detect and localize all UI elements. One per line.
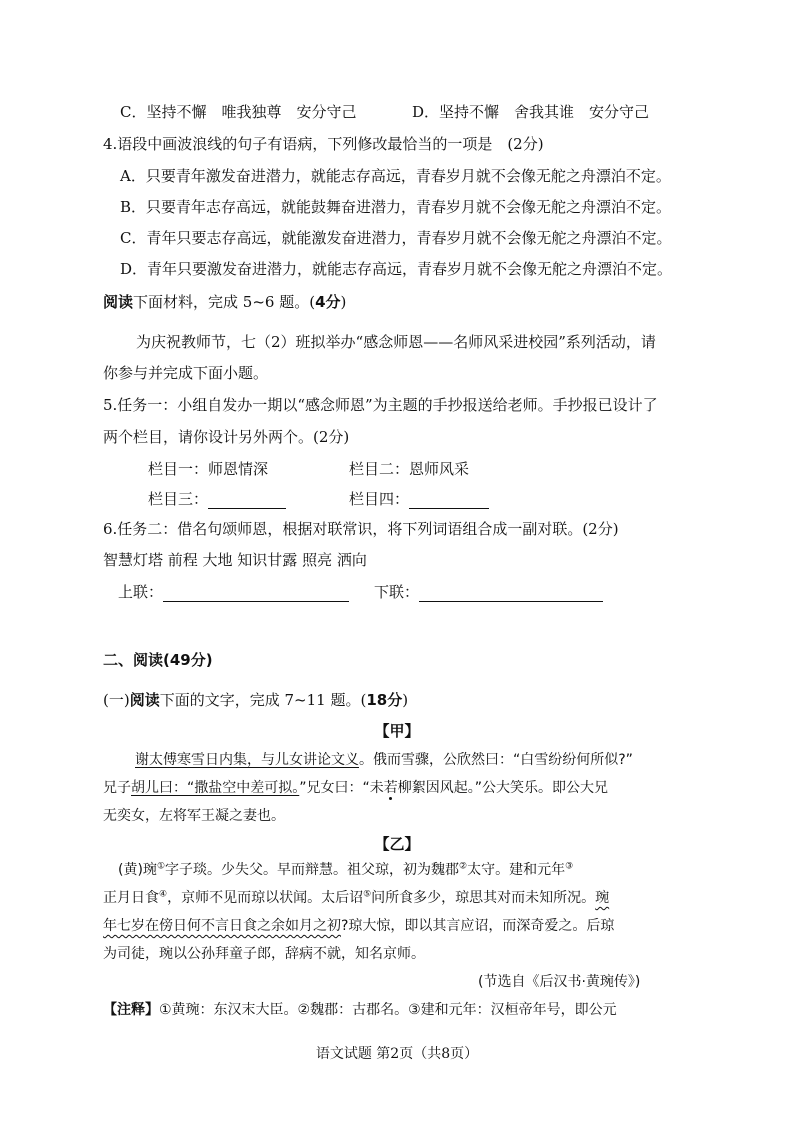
yi-line-2-b: ，京师不见而琼以状闻。太后诏 bbox=[167, 890, 364, 906]
yi-line-2-a: 正月日食 bbox=[103, 890, 159, 906]
part-one-open: (一) bbox=[103, 691, 130, 709]
notes-text: ①黄琬：东汉末大臣。②魏郡：古郡名。③建和元年：汉桓帝年号，即公元 bbox=[159, 1002, 617, 1018]
column-one: 栏目一：师恩情深 bbox=[148, 460, 269, 478]
yi-line-2 bbox=[103, 888, 609, 908]
column-two: 栏目二：恩师风采 bbox=[349, 460, 470, 478]
yi-source: (节选自《后汉书·黄琬传》) bbox=[478, 974, 641, 990]
jia-line-1-rest: 。俄而雪骤，公欣然曰：“白雪纷纷何所似?” bbox=[359, 752, 633, 768]
column-three bbox=[148, 489, 286, 509]
yi-line-2-c: 问所食多少，琼思其对而未知所况。 bbox=[371, 890, 596, 906]
part-one-score: 18分 bbox=[366, 691, 403, 709]
q4-option-c: C．青年只要志存高远，就能激发奋进潜力，青春岁月就不会像无舵之舟漂泊不定。 bbox=[120, 229, 672, 247]
yi-line-3 bbox=[103, 916, 614, 936]
context-line-1: 为庆祝教师节，七（2）班拟举办“感念师恩——名师风采进校园”系列活动，请 bbox=[136, 333, 656, 351]
column-three-blank[interactable] bbox=[208, 492, 286, 509]
jia-underlined-sentence-2: 胡儿曰：“撒盐空中差可拟。 bbox=[131, 780, 300, 796]
context-line-2: 你参与并完成下面小题。 bbox=[103, 364, 269, 382]
jia-line-2-c: 柳絮因 bbox=[397, 780, 440, 796]
column-four-blank[interactable] bbox=[409, 492, 489, 509]
passage-yi-label: 【乙】 bbox=[374, 835, 420, 853]
yi-notes bbox=[103, 1000, 617, 1020]
yi-wavy-sentence: 年七岁在傍日何不言日食之余如月之初 bbox=[103, 918, 341, 934]
reading-rest: 下面材料，完成 5~6 题。( bbox=[133, 293, 316, 311]
upper-couplet-label: 上联： bbox=[118, 583, 164, 601]
column-four-label: 栏目四： bbox=[349, 490, 410, 508]
yi-line-3-rest: ?琼大惊，即以其言应诏，而深奇爱之。后琼 bbox=[341, 918, 615, 934]
column-three-label: 栏目三： bbox=[148, 490, 209, 508]
q4-option-a: A．只要青年激发奋进潜力，就能志存高远，青春岁月就不会像无舵之舟漂泊不定。 bbox=[120, 167, 671, 185]
reading-instruction bbox=[103, 292, 346, 312]
yi-line-1 bbox=[118, 860, 573, 880]
upper-couplet-blank[interactable] bbox=[163, 585, 349, 602]
section-two-close: ) bbox=[205, 651, 213, 669]
reading-score: 4分 bbox=[315, 293, 341, 311]
section-two-label: 二、阅读( bbox=[103, 651, 170, 669]
jia-line-3: 无奕女，左将军王凝之妻也。 bbox=[103, 808, 285, 824]
note-mark-2: ② bbox=[459, 861, 468, 872]
jia-dotted-char-1: 若 bbox=[383, 780, 398, 796]
lower-couplet-label: 下联： bbox=[374, 583, 420, 601]
part-one-instruction bbox=[103, 690, 408, 710]
yi-wavy-start: 琬 bbox=[595, 890, 610, 906]
q3-option-d: D．坚持不懈 舍我其谁 安分守己 bbox=[412, 103, 650, 121]
yi-line-4: 为司徒，琬以公孙拜童子郎，辞病不就，知名京师。 bbox=[103, 946, 425, 962]
q6-line-1: 6.任务二：借名句颂师恩，根据对联常识，将下列词语组合成一副对联。(2分) bbox=[103, 520, 619, 538]
reading-close: ) bbox=[340, 293, 347, 311]
part-one-close: ) bbox=[402, 691, 409, 709]
jia-line-2-d: 风起。”公大笑乐。即公大兄 bbox=[439, 780, 609, 796]
lower-couplet-blank[interactable] bbox=[419, 585, 603, 602]
note-mark-1: ① bbox=[156, 861, 166, 872]
note-mark-5: ⑤ bbox=[363, 889, 372, 900]
upper-couplet bbox=[118, 582, 349, 602]
part-one-bold: 阅读 bbox=[129, 691, 160, 709]
yi-line-1-a: (黄)琬 bbox=[118, 862, 157, 878]
jia-line-2-a: 兄子 bbox=[103, 780, 131, 796]
note-mark-4: ④ bbox=[159, 889, 168, 900]
jia-line-2-b: ”兄女曰：“未 bbox=[299, 780, 384, 796]
notes-label: 【注释】 bbox=[103, 1002, 159, 1018]
q4-option-b: B．只要青年志存高远，就能鼓舞奋进潜力，青春岁月就不会像无舵之舟漂泊不定。 bbox=[120, 198, 672, 216]
reading-bold: 阅读 bbox=[103, 293, 134, 311]
lower-couplet bbox=[374, 582, 603, 602]
yi-line-1-b: 字子琰。少失父。早而辩慧。祖父琼，初为魏郡 bbox=[165, 862, 460, 878]
jia-line-2 bbox=[103, 778, 608, 798]
q4-stem: 4.语段中画波浪线的句子有语病，下列修改最恰当的一项是 (2分) bbox=[103, 135, 544, 153]
q3-option-c: C．坚持不懈 唯我独尊 安分守己 bbox=[120, 103, 357, 121]
q5-line-1: 5.任务一：小组自发办一期以“感念师恩”为主题的手抄报送给老师。手抄报已设计了 bbox=[103, 396, 658, 414]
jia-line-1 bbox=[135, 750, 633, 770]
column-four bbox=[349, 489, 489, 509]
section-two-score: 49分 bbox=[169, 651, 206, 669]
note-mark-3: ③ bbox=[565, 861, 574, 872]
section-two-title bbox=[103, 650, 213, 670]
q4-option-d: D．青年只要激发奋进潜力，就能志存高远，青春岁月就不会像无舵之舟漂泊不定。 bbox=[120, 260, 673, 278]
passage-jia-label: 【甲】 bbox=[374, 722, 420, 740]
part-one-rest: 下面的文字，完成 7~11 题。( bbox=[159, 691, 367, 709]
yi-line-1-c: 太守。建和元年 bbox=[467, 862, 566, 878]
q5-line-2: 两个栏目，请你设计另外两个。(2分) bbox=[103, 428, 350, 446]
jia-underlined-sentence-1: 谢太傅寒雪日内集，与儿女讲论文义 bbox=[135, 752, 359, 768]
page-footer: 语文试题 第2页（共8页） bbox=[315, 1046, 479, 1062]
q6-word-bank: 智慧灯塔 前程 大地 知识甘露 照亮 洒向 bbox=[103, 551, 367, 569]
